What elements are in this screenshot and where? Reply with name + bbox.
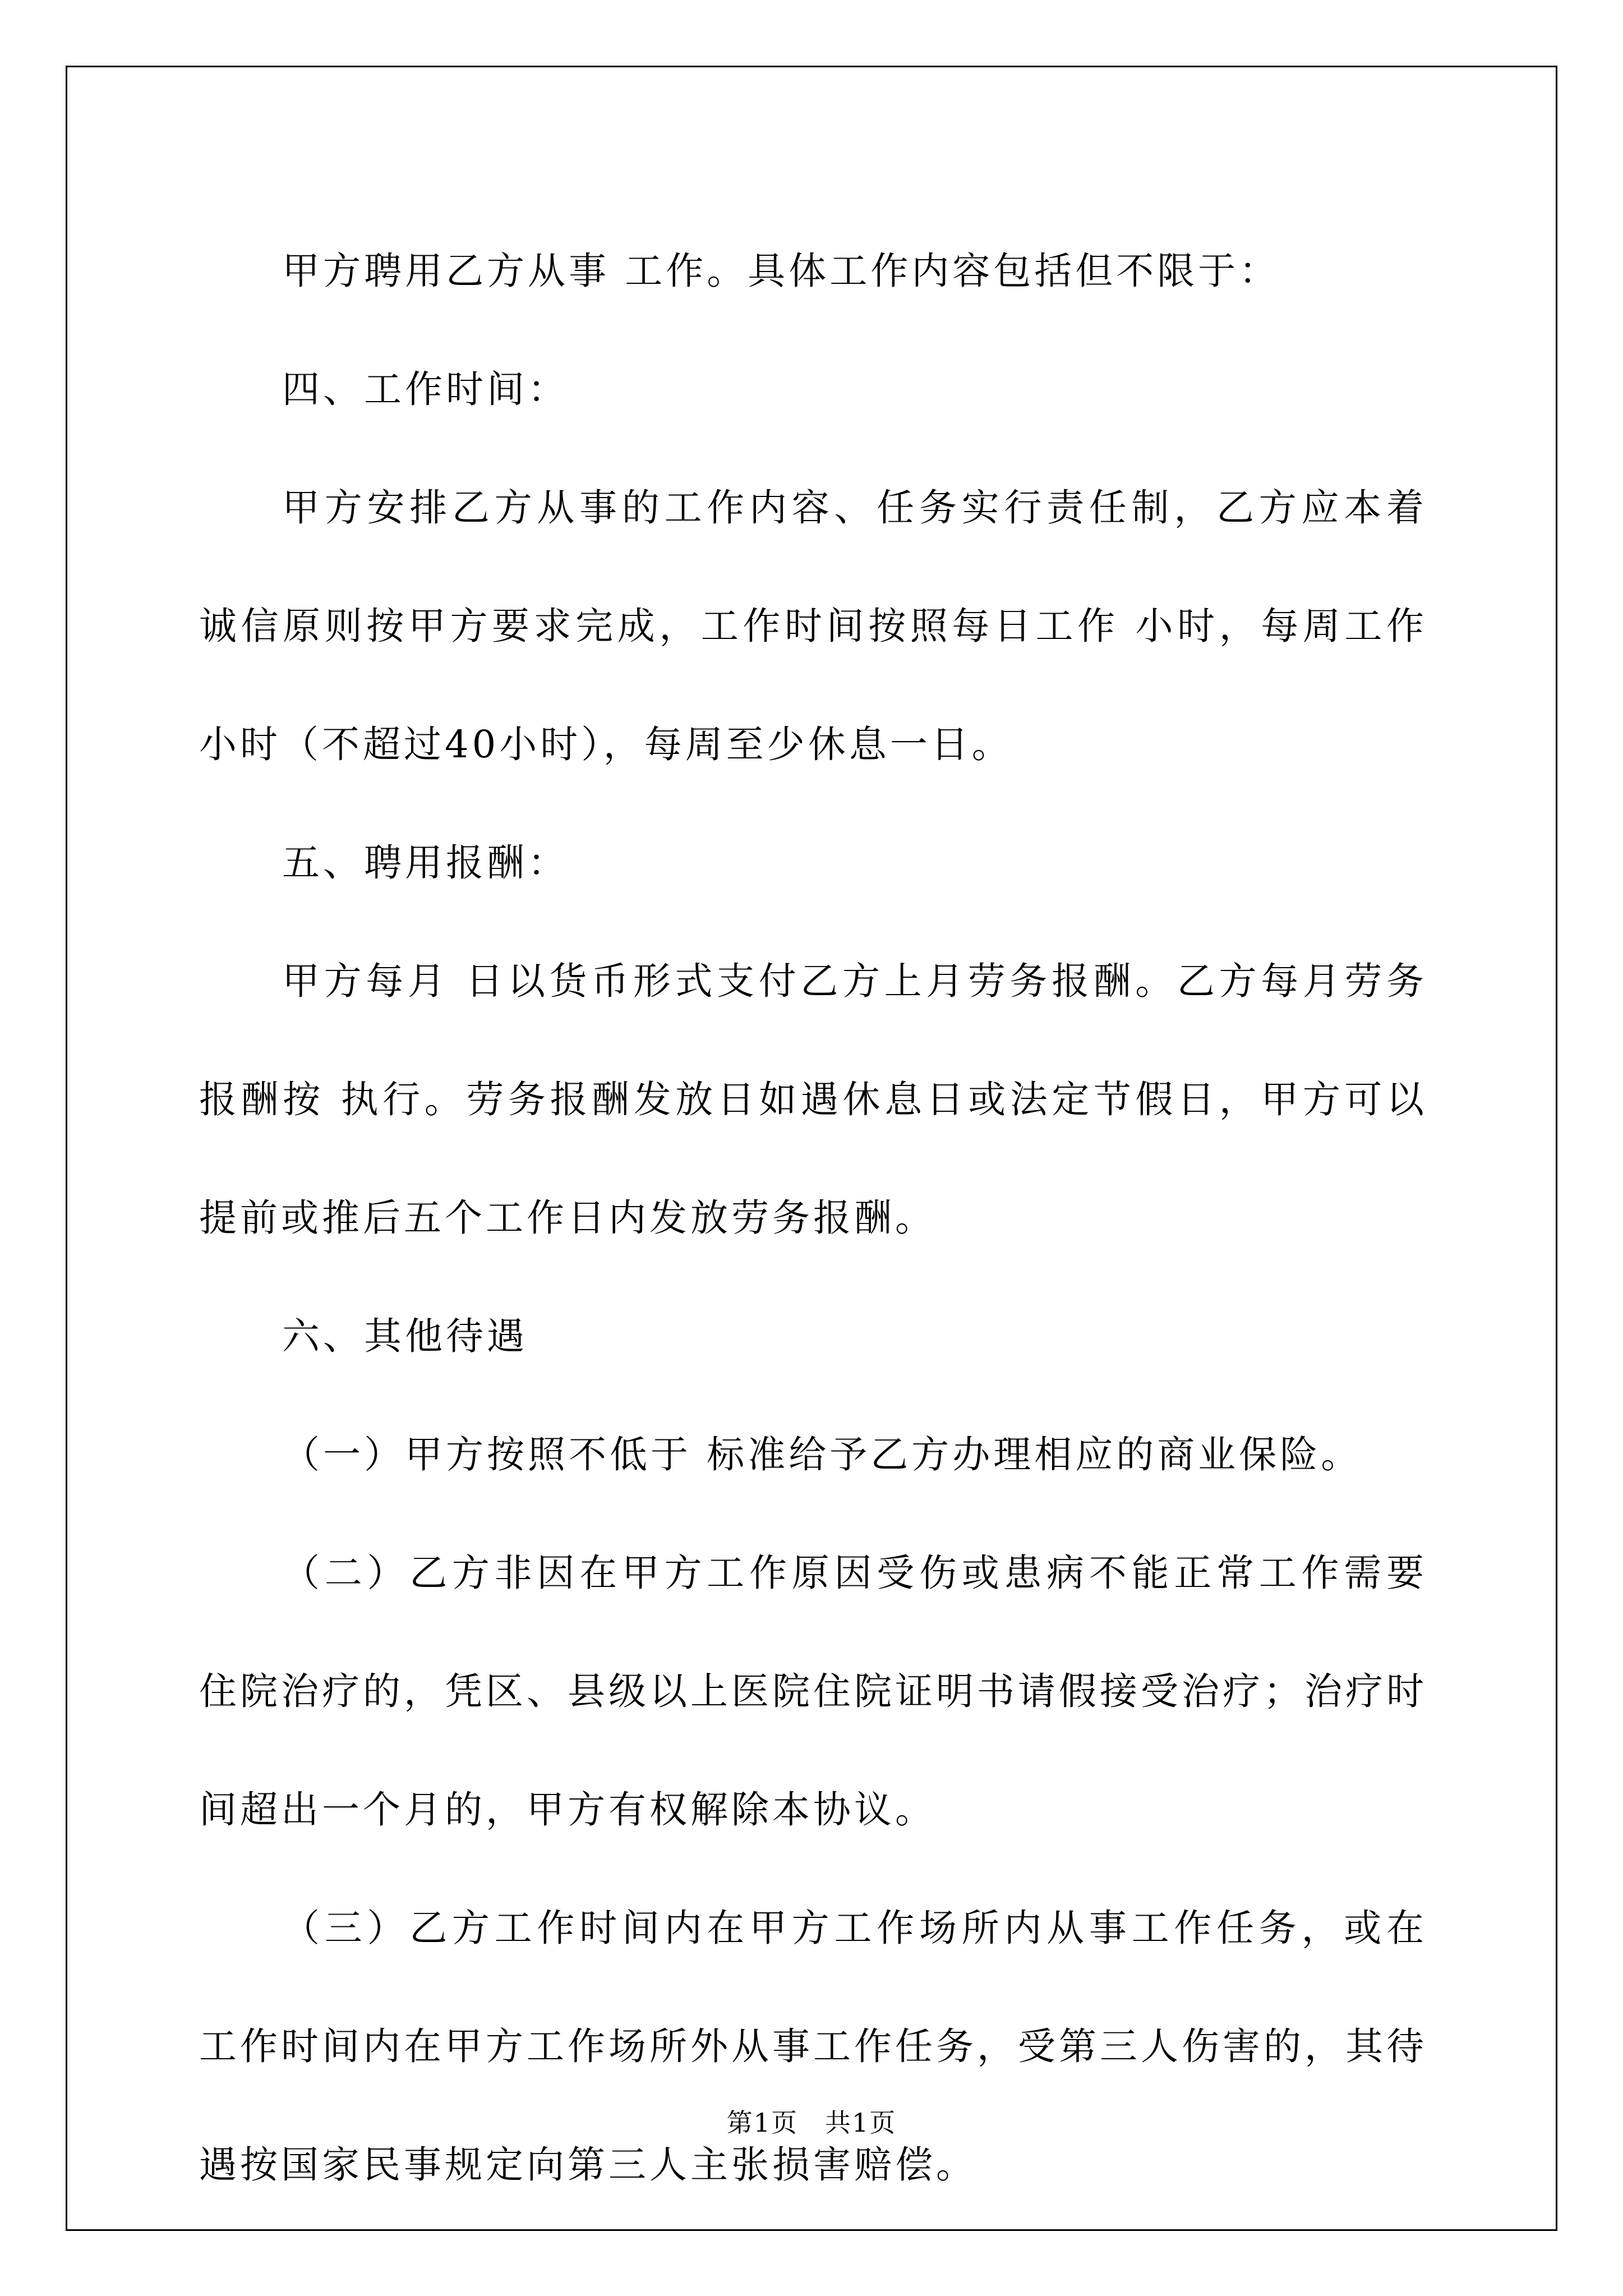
page-footer: 第1页 共1页 [726, 2108, 897, 2138]
paragraph-benefit-2: （二）乙方非因在甲方工作原因受伤或患病不能正常工作需要住院治疗的，凭区、县级以上医院住院证明书请假接受治疗；治疗时间超出一个月的，甲方有权解除本协议。 [199, 1551, 1427, 1832]
paragraph-work-hours: 甲方安排乙方从事的工作内容、任务实行责任制，乙方应本着诚信原则按甲方要求完成，工作时间按照每日工作 小时，每周工作 小时（不超过40小时），每周至少休息一日。 [199, 486, 1427, 766]
paragraph-benefit-1: （一）甲方按照不低于 标准给予乙方办理相应的商业保险。 [282, 1433, 1362, 1476]
heading-other-benefits: 六、其他待遇 [282, 1314, 528, 1358]
paragraph-job-description: 甲方聘用乙方从事 工作。具体工作内容包括但不限于： [282, 249, 1280, 293]
heading-remuneration: 五、聘用报酬： [282, 841, 569, 885]
paragraph-remuneration: 甲方每月 日以货币形式支付乙方上月劳务报酬。乙方每月劳务报酬按 执行。劳务报酬发放日如遇休息日或法定节假日，甲方可以提前或推后五个工作日内发放劳务报酬。 [199, 959, 1427, 1240]
heading-work-hours: 四、工作时间： [282, 367, 569, 411]
paragraph-benefit-3: （三）乙方工作时间内在甲方工作场所内从事工作任务，或在工作时间内在甲方工作场所外从事工作任务，受第三人伤害的，其待遇按国家民事规定向第三人主张损害赔偿。 [199, 1906, 1427, 2187]
document-body [199, 212, 1427, 2224]
